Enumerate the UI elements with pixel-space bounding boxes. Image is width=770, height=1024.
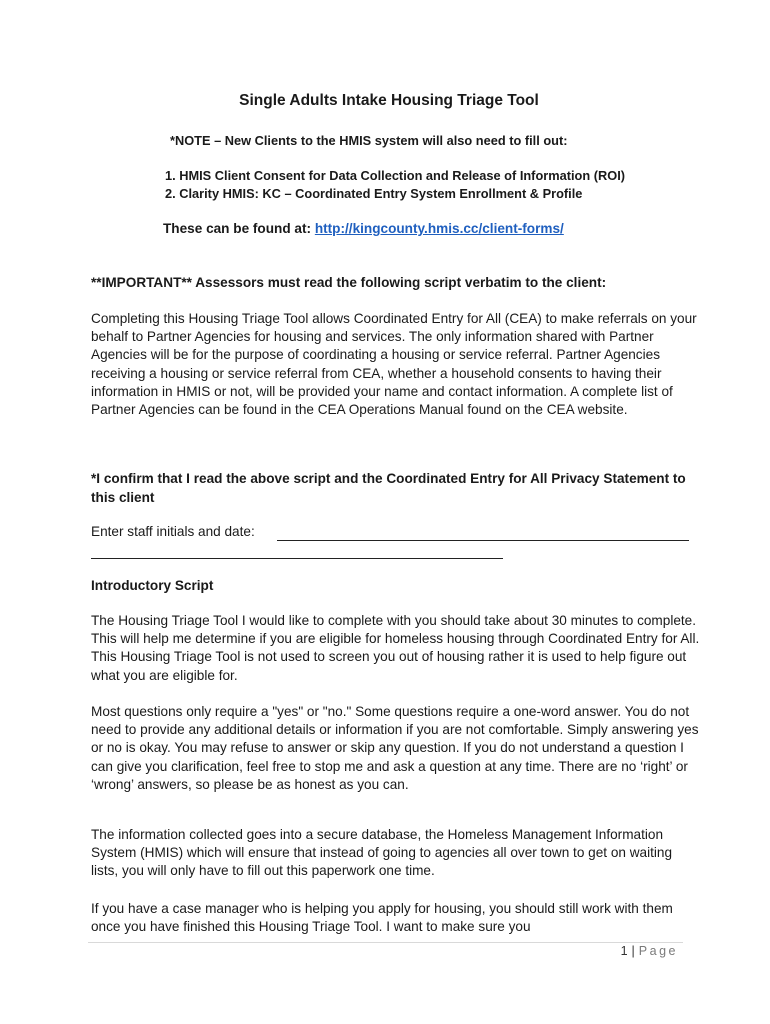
intro-paragraph-3: The information collected goes into a secure database, the Homeless Management Information System (HMIS) which will ensure that instead of going to agencies all over town to get on waiting lists, you will only have to fill out this paperwork one time.	[91, 827, 673, 879]
intro-paragraph-1: The Housing Triage Tool I would like to complete with you should take about 30 minutes to complete. This will help me determine if you are eligible for homeless housing through Coordinated Entry for All. This Housing Triage Tool is not used to screen you out of housing rather it is used to help figure out what you are eligible for.	[91, 613, 700, 683]
intro-paragraph-2: Most questions only require a "yes" or "no." Some questions require a one-word answer. You do not need to provide any additional details or information if you are not comfortable. Simply answering yes or no is okay. You may refuse to answer or skip any question. If you do not understand a question I can give you clarification, feel free to stop me and ask a question at any time. There are no ‘right’ or ‘wrong’ answers, so please be as honest as you can.	[91, 704, 699, 792]
client-forms-link[interactable]: http://kingcounty.hmis.cc/client-forms/	[314, 221, 564, 236]
page-footer	[621, 944, 678, 958]
staff-date-field[interactable]	[91, 558, 503, 559]
list-item: 1. HMIS Client Consent for Data Collection and Release of Information (ROI)	[165, 168, 626, 183]
footer-divider	[88, 942, 683, 943]
important-notice: **IMPORTANT** Assessors must read the following script verbatim to the client:	[91, 275, 607, 290]
list-item: 2. Clarity HMIS: KC – Coordinated Entry System Enrollment & Profile	[165, 186, 583, 201]
privacy-script-paragraph: Completing this Housing Triage Tool allows Coordinated Entry for All (CEA) to make referrals on your behalf to Partner Agencies for housing and services. The only information shared with Partner Agencies will be for the purpose of coordinating a housing or service referral. Partner Agencies receiving a housing or service referral from CEA, whether a household consents to having their information in HMIS or not, will be provided your name and contact information. A complete list of Partner Agencies can be found in the CEA Operations Manual found on the CEA website.	[91, 311, 697, 418]
new-clients-note: *NOTE – New Clients to the HMIS system will also need to fill out:	[170, 133, 568, 148]
page-number: 1	[620, 944, 628, 958]
page-label: Page	[638, 944, 678, 958]
staff-initials-field[interactable]	[277, 540, 689, 541]
intro-paragraph-4: If you have a case manager who is helping you apply for housing, you should still work with them once you have finished this Housing Triage Tool. I want to make sure you	[91, 901, 673, 935]
forms-location-label: These can be found at:	[163, 221, 315, 236]
forms-location	[163, 221, 564, 236]
confirmation-statement: *I confirm that I read the above script and the Coordinated Entry for All Privacy Statement to this client	[91, 471, 686, 505]
intro-script-heading: Introductory Script	[91, 578, 214, 593]
staff-initials-label: Enter staff initials and date:	[91, 524, 255, 539]
required-forms-list	[165, 167, 625, 203]
document-title: Single Adults Intake Housing Triage Tool	[239, 92, 539, 109]
footer-separator: |	[631, 944, 635, 958]
